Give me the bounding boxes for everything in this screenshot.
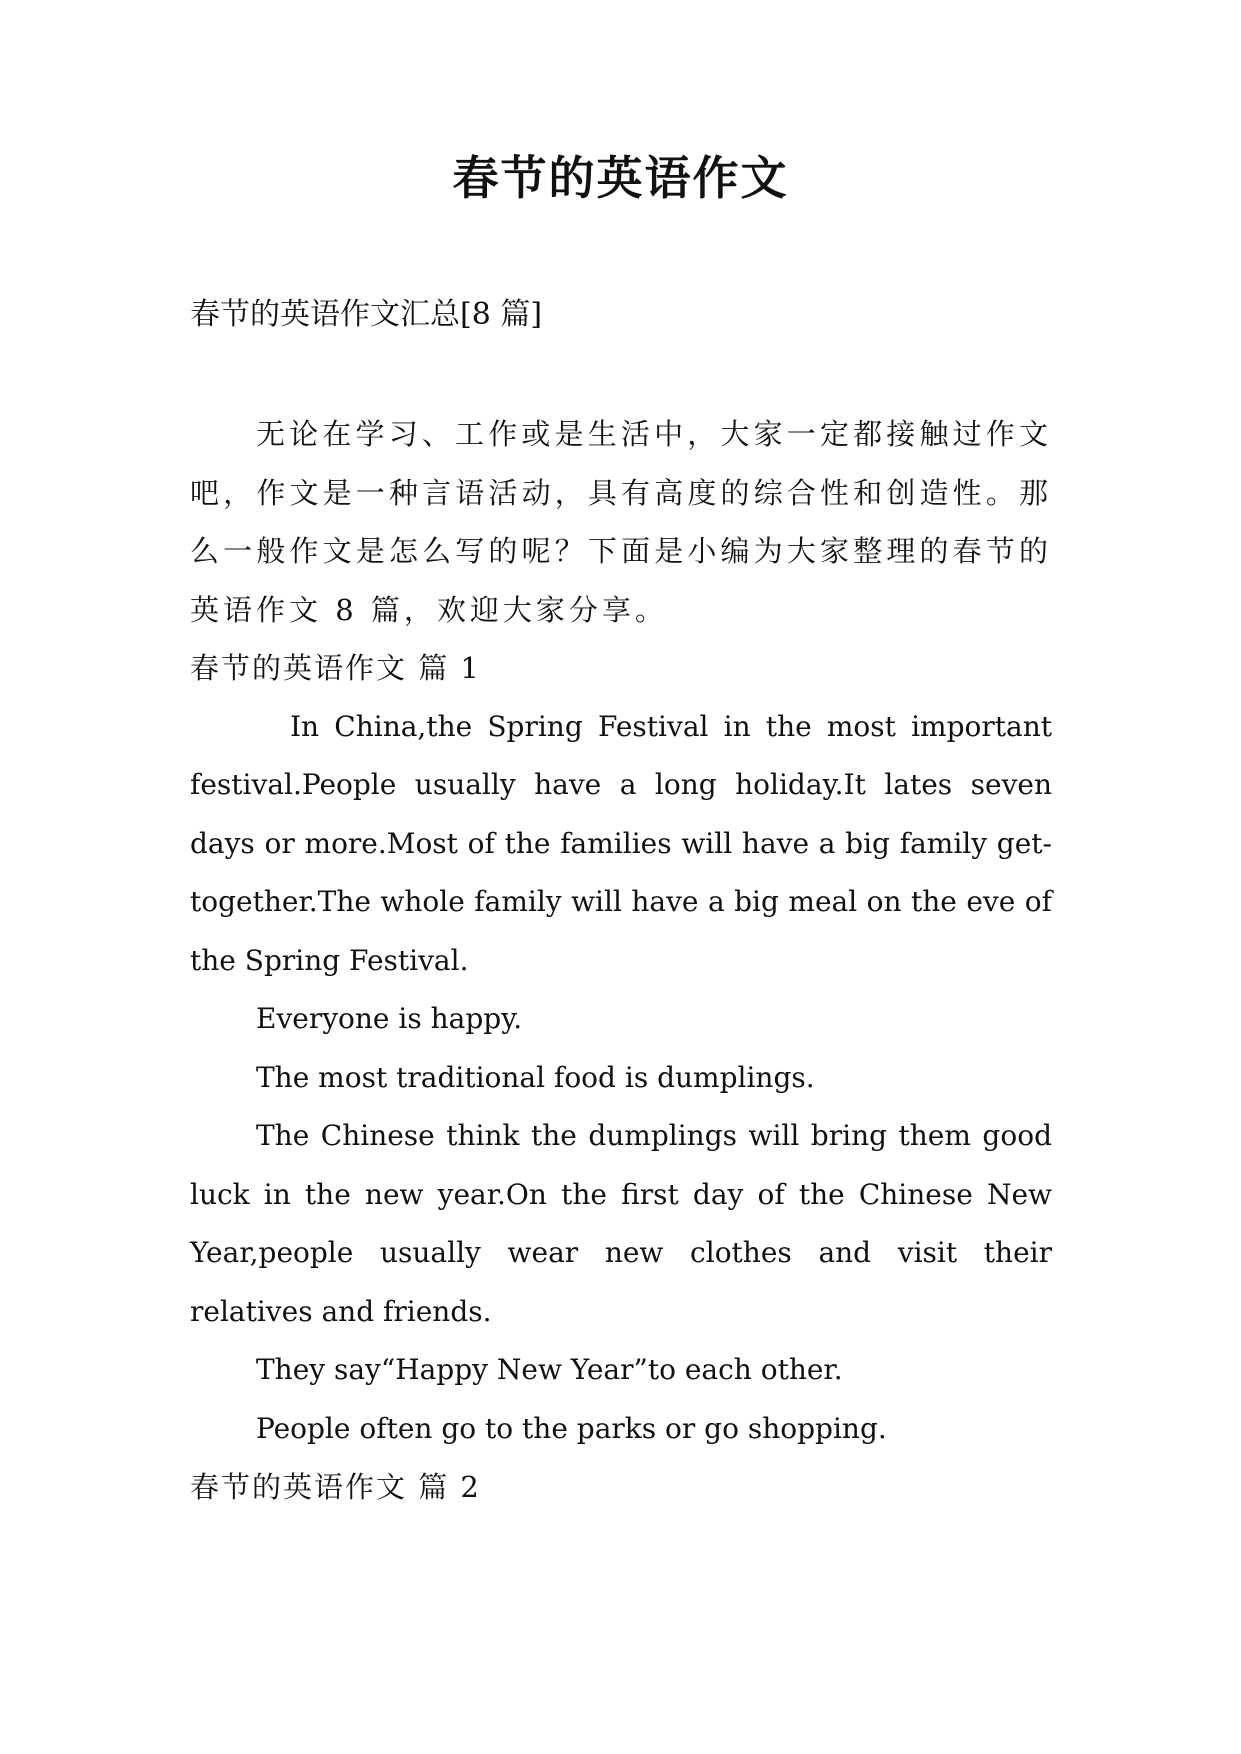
intro-paragraph: 无论在学习、工作或是生活中，大家一定都接触过作文吧，作文是一种言语活动，具有高度的综合性和创造性。那么一般作文是怎么写的呢？下面是小编为大家整理的春节的英语作文 8 篇，欢迎大家分享。 [190, 417, 1052, 627]
section1-paragraph-2: Everyone is happy. [256, 1002, 523, 1035]
page-title: 春节的英语作文 [452, 151, 789, 205]
section1-paragraph-4: The Chinese think the dumplings will bring them good luck in the new year.On the first day of the Chinese New Year,people usually wear new clothes and visit their relatives and friends. [190, 1119, 1052, 1328]
document-body [190, 405, 1052, 1517]
section1-paragraph-6: People often go to the parks or go shopping. [256, 1411, 887, 1445]
section-heading-2: 春节的英语作文 篇 2 [190, 1470, 481, 1504]
section1-paragraph-3: The most traditional food is dumplings. [256, 1060, 815, 1094]
section1-paragraph-1: In China,the Spring Festival in the most important festival.People usually have a long holiday.It lates seven days or more.Most of the families will have a big family get-together.The whole family will have a big meal on the eve of the Spring Festival. [190, 709, 1052, 977]
document-subtitle: 春节的英语作文汇总[8 篇] [190, 297, 543, 332]
section1-paragraph-5: They say“Happy New Year”to each other. [256, 1353, 843, 1386]
section-heading-1: 春节的英语作文 篇 1 [190, 651, 481, 685]
